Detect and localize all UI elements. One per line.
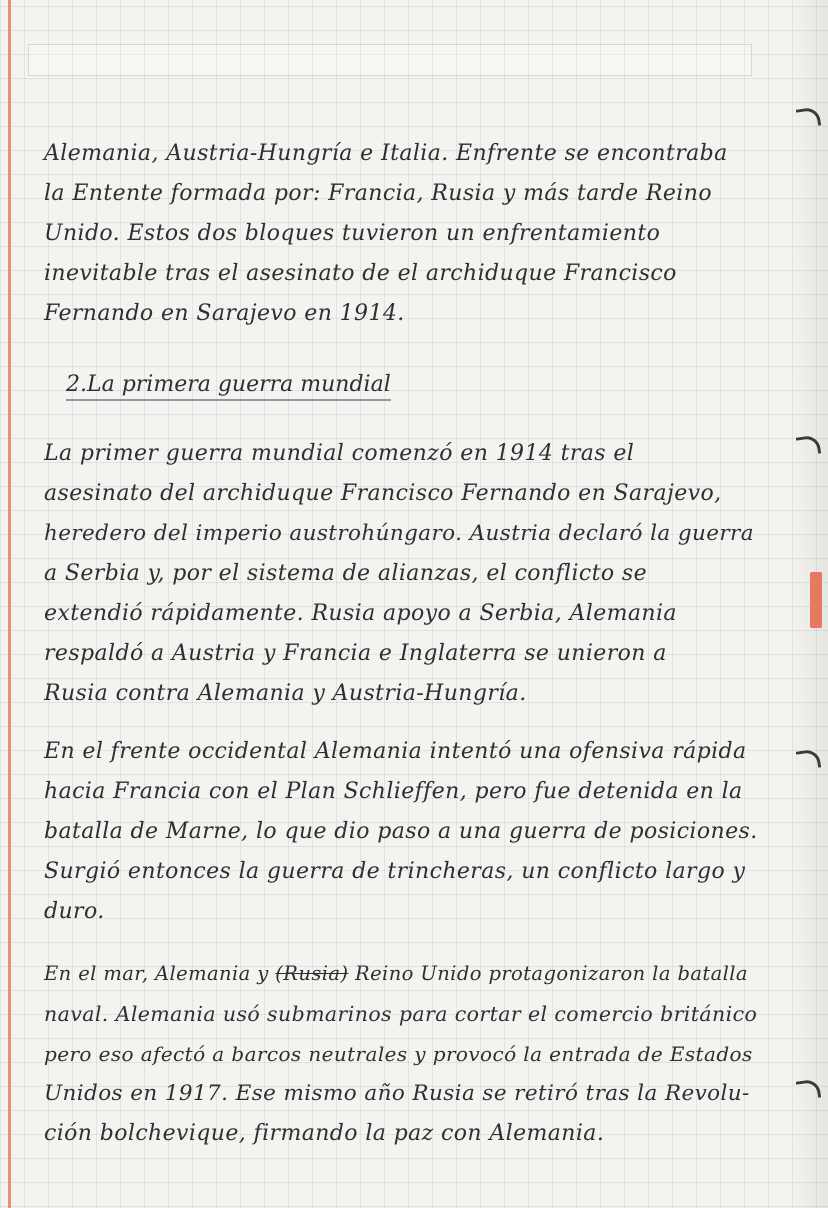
text-segment: En el mar, Alemania y <box>44 962 269 985</box>
margin-line <box>8 0 11 1208</box>
text-line: Rusia contra Alemania y Austria-Hungría. <box>44 681 527 706</box>
text-line: pero eso afectó a barcos neutrales y provocó la entrada de Estados <box>44 1042 753 1066</box>
page-edge-shadow <box>788 0 828 1208</box>
text-line: ción bolchevique, firmando la paz con Alemania. <box>44 1121 605 1146</box>
text-segment: Reino Unido protagonizaron la batalla <box>355 962 748 985</box>
notebook-tab-icon <box>810 572 822 628</box>
text-line: Alemania, Austria-Hungría e Italia. Enfrente se encontraba <box>44 141 728 166</box>
text-line: heredero del imperio austrohúngaro. Austria declaró la guerra <box>44 521 754 546</box>
struck-out-word: (Rusia) <box>275 962 349 985</box>
text-line: inevitable tras el asesinato de el archiduque Francisco <box>44 261 677 286</box>
text-line: duro. <box>44 899 105 924</box>
paragraph-2 <box>44 732 764 932</box>
text-line: hacia Francia con el Plan Schlieffen, pero fue detenida en la <box>44 779 743 804</box>
text-line: a Serbia y, por el sistema de alianzas, el conflicto se <box>44 561 648 586</box>
text-line: asesinato del archiduque Francisco Fernando en Sarajevo, <box>44 481 722 506</box>
text-line: Unidos en 1917. Ese mismo año Rusia se retiró tras la Revolu- <box>44 1081 750 1106</box>
text-line: batalla de Marne, lo que dio paso a una guerra de posiciones. <box>44 819 758 844</box>
paragraph-intro <box>44 134 764 334</box>
text-line: La primer guerra mundial comenzó en 1914 tras el <box>44 441 635 466</box>
text-line: la Entente formada por: Francia, Rusia y más tarde Reino <box>44 181 712 206</box>
text-line <box>44 954 764 994</box>
text-line: Fernando en Sarajevo en 1914. <box>44 301 405 326</box>
header-box <box>28 44 752 76</box>
text-line: extendió rápidamente. Rusia apoyo a Serbia, Alemania <box>44 601 677 626</box>
text-line: Unido. Estos dos bloques tuvieron un enfrentamiento <box>44 221 661 246</box>
paragraph-3 <box>44 954 764 1154</box>
text-line: Surgió entonces la guerra de trincheras, un conflicto largo y <box>44 859 746 884</box>
paragraph-1 <box>44 434 764 714</box>
text-line: En el frente occidental Alemania intentó una ofensiva rápida <box>44 739 747 764</box>
section-heading: 2.La primera guerra mundial <box>66 372 391 401</box>
text-line: respaldó a Austria y Francia e Inglaterra se unieron a <box>44 641 667 666</box>
text-line: naval. Alemania usó submarinos para cortar el comercio británico <box>44 1002 758 1026</box>
